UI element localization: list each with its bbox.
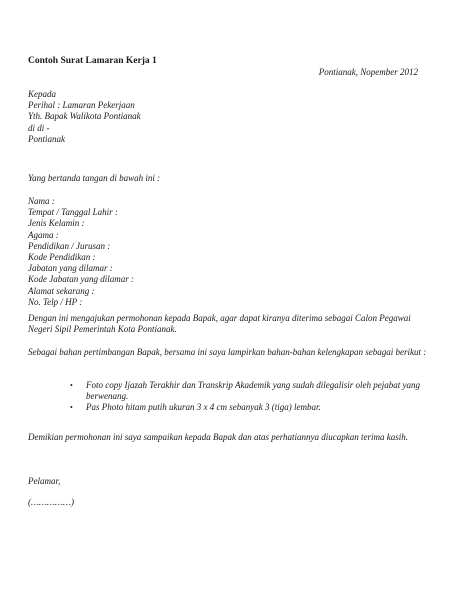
field-label: Pendidikan / Jurusan : (28, 240, 111, 251)
field-label: Agama : (28, 229, 59, 240)
recipient-line: Perihal : Lamaran Pekerjaan (28, 100, 135, 111)
document-title: Contoh Surat Lamaran Kerja 1 (28, 56, 157, 66)
recipient-block (28, 89, 141, 145)
attachments-intro-paragraph: Sebagai bahan pertimbangan Bapak, bersama ini saya lampirkan bahan-bahan kelengkapan sebagai berikut : (28, 347, 427, 357)
recipient-line: di di - (28, 122, 50, 133)
bullet-icon: • (70, 381, 73, 390)
field-label: Jabatan yang dilamar : (28, 263, 113, 274)
field-label: Kode Jabatan yang dilamar : (28, 274, 134, 285)
field-label: Kode Pendidikan : (28, 252, 96, 263)
field-label: Nama : (28, 196, 55, 206)
application-paragraph: Dengan ini mengajukan permohonan kepada Bapak, agar dapat kiranya diterima sebagai Calon Pegawai Negeri Sipil Pemerintah Kota Pontianak. (28, 313, 411, 335)
bullet-icon: • (70, 403, 73, 413)
signature-placeholder: (……………) (28, 497, 75, 507)
closing-paragraph: Demikian permohonan ini saya sampaikan kepada Bapak dan atas perhatiannya diucapkan terima kasih. (28, 432, 409, 442)
field-label: Jenis Kelamin : (28, 218, 85, 229)
intro-line: Yang bertanda tangan di bawah ini : (28, 173, 161, 183)
attachments-list (28, 380, 428, 414)
field-label: Alamat sekarang : (28, 285, 95, 296)
applicant-fields (28, 196, 134, 308)
recipient-line: Kepada (28, 89, 56, 99)
recipient-line: Yth. Bapak Walikota Pontianak (28, 111, 141, 122)
field-label: No. Telp / HP : (28, 296, 83, 307)
attachment-text: Foto copy Ijazah Terakhir dan Transkrip Akademik yang sudah dilegalisir oleh pejabat yang berwenang. (86, 380, 420, 402)
recipient-line: Pontianak (28, 133, 65, 144)
list-item (28, 402, 428, 413)
attachment-text: Pas Photo hitam putih ukuran 3 x 4 cm sebanyak 3 (tiga) lembar. (86, 402, 321, 413)
field-label: Tempat / Tanggal Lahir : (28, 207, 118, 218)
date-line: Pontianak, Nopember 2012 (318, 67, 418, 77)
list-item (28, 380, 428, 402)
signoff-line: Pelamar, (28, 476, 61, 486)
